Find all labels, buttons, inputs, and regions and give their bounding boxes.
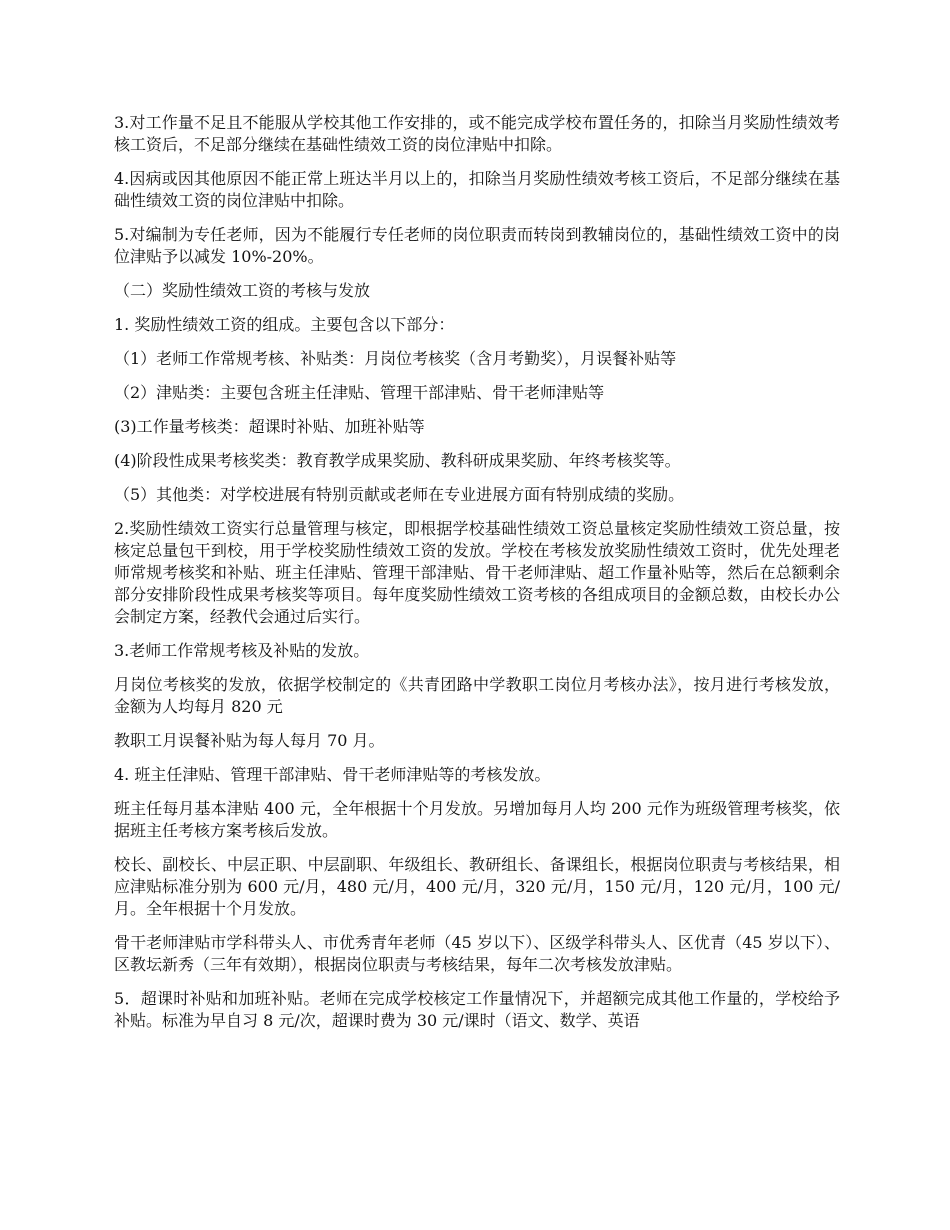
paragraph-9: 4. 班主任津贴、管理干部津贴、骨干老师津贴等的考核发放。: [114, 765, 551, 784]
list-item-5: （5）其他类：对学校进展有特别贡献或老师在专业进展方面有特别成绩的奖励。: [114, 485, 685, 504]
paragraph-1: 3.对工作量不足且不能服从学校其他工作安排的，或不能完成学校布置任务的，扣除当月奖励性绩效考核工资后，不足部分继续在基础性绩效工资的岗位津贴中扣除。: [114, 113, 840, 154]
section-heading: （二）奖励性绩效工资的考核与发放: [114, 281, 371, 300]
list-item-2: （2）津贴类：主要包含班主任津贴、管理干部津贴、骨干老师津贴等: [114, 383, 605, 402]
list-item-1: （1）老师工作常规考核、补贴类：月岗位考核奖（含月考勤奖），月误餐补贴等: [114, 349, 677, 368]
paragraph-7: 月岗位考核奖的发放，依据学校制定的《共青团路中学教职工岗位月考核办法》，按月进行考核发放，金额为人均每月 820 元: [114, 675, 840, 716]
paragraph-13: 5．超课时补贴和加班补贴。老师在完成学校核定工作量情况下，并超额完成其他工作量的，学校给予补贴。标准为早自习 8 元/次，超课时费为 30 元/课时（语文、数学、英语: [114, 989, 840, 1030]
paragraph-8: 教职工月误餐补贴为每人每月 70 月。: [114, 731, 385, 750]
paragraph-2: 4.因病或因其他原因不能正常上班达半月以上的，扣除当月奖励性绩效考核工资后，不足部分继续在基础性绩效工资的岗位津贴中扣除。: [114, 169, 840, 210]
list-item-4: (4)阶段性成果考核奖类：教育教学成果奖励、教科研成果奖励、年终考核奖等。: [114, 451, 681, 470]
paragraph-6: 3.老师工作常规考核及补贴的发放。: [114, 641, 370, 660]
document-body: [114, 112, 840, 1044]
paragraph-5: 2.奖励性绩效工资实行总量管理与核定，即根据学校基础性绩效工资总量核定奖励性绩效工资总量，按核定总量包干到校，用于学校奖励性绩效工资的发放。学校在考核发放奖励性绩效工资时，优先处理老师常规考核奖和补贴、班主任津贴、管理干部津贴、骨干老师津贴、超工作量补贴等，然后在总额剩余部分安排阶段性成果考核奖等项目。每年度奖励性绩效工资考核的各组成项目的金额总数，由校长办公会制定方案，经教代会通过后实行。: [114, 519, 840, 626]
paragraph-4: 1. 奖励性绩效工资的组成。主要包含以下部分：: [114, 315, 455, 334]
paragraph-11: 校长、副校长、中层正职、中层副职、年级组长、教研组长、备课组长，根据岗位职责与考核结果，相应津贴标准分别为 600 元/月，480 元/月，400 元/月，320 元/月，150 元/月，120 元/月，100 元/月。全年根据十个月发放。: [114, 855, 840, 918]
paragraph-10: 班主任每月基本津贴 400 元，全年根据十个月发放。另增加每月人均 200 元作为班级管理考核奖，依据班主任考核方案考核后发放。: [114, 799, 840, 840]
paragraph-12: 骨干老师津贴市学科带头人、市优秀青年老师（45 岁以下）、区级学科带头人、区优青（45 岁以下）、区教坛新秀（三年有效期），根据岗位职责与考核结果，每年二次考核发放津贴。: [114, 933, 840, 974]
list-item-3: (3)工作量考核类：超课时补贴、加班补贴等: [114, 417, 425, 436]
paragraph-3: 5.对编制为专任老师，因为不能履行专任老师的岗位职责而转岗到教辅岗位的，基础性绩效工资中的岗位津贴予以减发 10%-20%。: [114, 225, 840, 266]
